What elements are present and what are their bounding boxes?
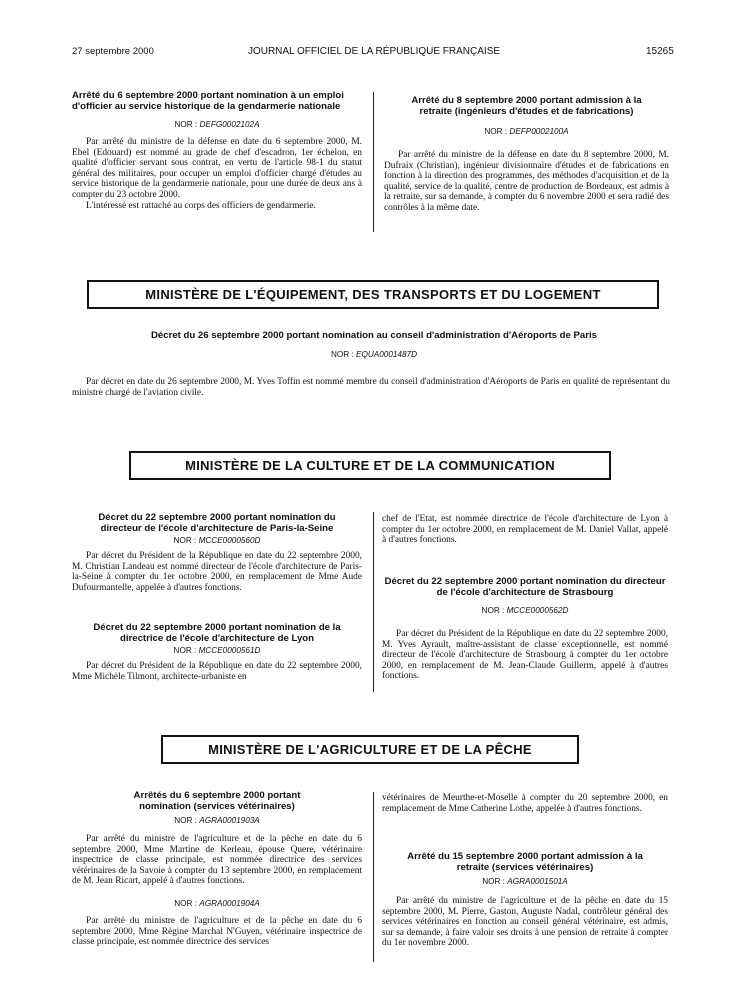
- nor-reference: NOR : DEFP0002100A: [484, 127, 569, 136]
- article-title: Arrêté du 8 septembre 2000 portant admission à la retraite (ingénieurs d'études et de fabrications): [411, 95, 642, 117]
- article-title: Arrêté du 15 septembre 2000 portant admission à la retraite (services vétérinaires): [407, 851, 643, 873]
- nor-reference: NOR : MCCE0000560D: [173, 536, 261, 545]
- article-title: Arrêtés du 6 septembre 2000 portant nomination (services vétérinaires): [133, 790, 301, 812]
- nor-reference: NOR : MCCE0000562D: [481, 606, 569, 615]
- article-body: Par arrêté du ministre de l'agriculture et de la pêche en date du 15 septembre 2000, M. Pierre, Gaston, Auguste Nadal, contrôleur général des services vétérinaires en fonction au conseil général vétérinaire, est admis, sur sa demande, à faire valoir ses droits à une pension de retraite à compter du 1er novembre 2000.: [382, 896, 668, 949]
- article-title: Décret du 22 septembre 2000 portant nomination du directeur de l'école d'architecture de Strasbourg: [384, 576, 666, 598]
- article-right-defense: [384, 96, 669, 214]
- nor-reference: NOR : DEFG0002102A: [174, 120, 260, 129]
- article-title: Décret du 26 septembre 2000 portant nomination au conseil d'administration d'Aéroports de Paris: [151, 330, 597, 341]
- nor-reference: NOR : AGRA0001903A: [174, 816, 260, 825]
- article-body: Par décret en date du 26 septembre 2000, M. Yves Toffin est nommé membre du conseil d'administration d'Aéroports de Paris en qualité de représentant du ministre chargé de l'aviation civile.: [72, 377, 670, 398]
- nor-reference: NOR : MCCE0000561D: [173, 646, 261, 655]
- article-body: Par décret du Président de la République en date du 22 septembre 2000, M. Yves Ayrault, maître-assistant de classe exceptionnelle, est nommé directeur de l'école d'architecture de Strasbourg à compter du 1er octobre 2000, en remplacement de M. Jean-Claude Guillerm, appelé à d'autres fonctions.: [382, 629, 668, 682]
- article-body: Par décret du Président de la République en date du 22 septembre 2000, Mme Michèle Tilmont, architecte-urbaniste en: [72, 661, 362, 682]
- page-number: 15265: [646, 46, 674, 57]
- article-continuation: chef de l'Etat, est nommée directrice de l'école d'architecture de Lyon à compter du 1er octobre 2000, en remplacement de M. Daniel Vallat, appelé à d'autres fonctions.: [382, 514, 668, 546]
- column-divider: [373, 512, 374, 692]
- ministry-heading-culture: MINISTÈRE DE LA CULTURE ET DE LA COMMUNICATION: [129, 451, 611, 480]
- article-title: Décret du 22 septembre 2000 portant nomination de la directrice de l'école d'architecture de Lyon: [93, 622, 341, 644]
- ministry-heading-equipement: MINISTÈRE DE L'ÉQUIPEMENT, DES TRANSPORTS ET DU LOGEMENT: [87, 280, 659, 309]
- article-body: Par décret du Président de la République en date du 22 septembre 2000, M. Christian Landeau est nommé directeur de l'école d'architecture de Paris-la-Seine à compter du 1er octobre 2000, en remplacement de Mme Aude Dufourmantelle, appelée à d'autres fonctions.: [72, 551, 362, 593]
- column-divider: [373, 92, 374, 232]
- article-culture-strasbourg: [382, 577, 668, 682]
- article-title: Arrêté du 6 septembre 2000 portant nomination à un emploi d'officier au service historique de la gendarmerie nationale: [72, 90, 344, 112]
- article-left-defense: [72, 91, 362, 211]
- article-agriculture-retraite: [382, 852, 668, 949]
- article-culture-lyon: [72, 623, 362, 682]
- article-body: Par arrêté du ministre de l'agriculture et de la pêche en date du 6 septembre 2000, Mme Régine Marchal N'Guyen, vétérinaire inspectrice de classe principale, est nommée directrice des services: [72, 915, 362, 948]
- header-date: 27 septembre 2000: [72, 46, 154, 57]
- journal-title: JOURNAL OFFICIEL DE LA RÉPUBLIQUE FRANÇAISE: [247, 46, 501, 57]
- article-body: Par arrêté du ministre de la défense en date du 8 septembre 2000, M. Dufraix (Christian), ingénieur divisionnaire d'études et de fabrications en fonction à la direction des programmes, des méthodes d'acquisition et de la qualité, service de la qualité, centre de production de Bordeaux, est admis à la retraite, sur sa demande, à compter du 6 novembre 2000 et sera radié des contrôles à la même date.: [384, 150, 669, 213]
- article-body: Par arrêté du ministre de la défense en date du 6 septembre 2000, M. Ebel (Edouard) est nommé au grade de chef d'escadron, 1er échelon, en qualité d'officier servant sous contrat, en vertu de l'article 98-1 du statut général des militaires, pour occuper un emploi d'officier chargé d'études au service historique de la gendarmerie nationale, pour une durée de deux ans à compter du 23 octobre 2000. L'intéressé est rattaché au corps des officiers de gendarmerie.: [72, 137, 362, 211]
- column-divider: [373, 792, 374, 962]
- article-continuation: vétérinaires de Meurthe-et-Moselle à compter du 20 septembre 2000, en remplacement de Mme Catherine Lothe, appelée à d'autres fonctions.: [382, 793, 668, 814]
- article-agriculture-nominations: [72, 791, 362, 948]
- article-title: Décret du 22 septembre 2000 portant nomination du directeur de l'école d'architecture de Paris-la-Seine: [98, 512, 336, 534]
- nor-reference: NOR : AGRA0001904A: [174, 898, 260, 908]
- article-culture-paris: [72, 513, 362, 593]
- article-body: Par arrêté du ministre de l'agriculture et de la pêche en date du 6 septembre 2000, Mme Martine de Kerleau, épouse Quere, vétérinaire inspectrice de classe principale, est nommée directrice des services vétérinaires de la Savoie à compter du 13 septembre 2000, en remplacement de M. Jean Ricart, appelé à d'autres fonctions.: [72, 834, 362, 887]
- nor-reference: NOR : AGRA0001501A: [482, 877, 568, 886]
- ministry-heading-agriculture: MINISTÈRE DE L'AGRICULTURE ET DE LA PÊCHE: [161, 735, 579, 764]
- nor-reference: NOR : EQUA0001487D: [330, 350, 418, 359]
